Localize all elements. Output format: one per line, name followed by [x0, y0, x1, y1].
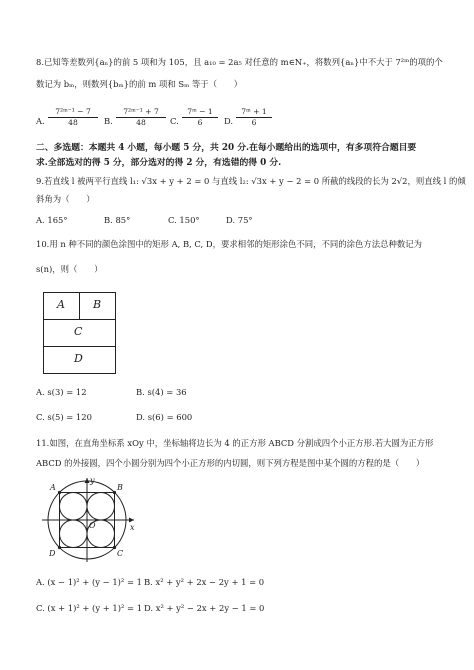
q8-option-a-numerator: 7²ᵐ⁻¹ − 7	[48, 107, 98, 118]
q9-option-b: B. 85°	[104, 215, 131, 225]
section2-heading-line1: 二、多选题：本题共 4 小题，每小题 5 分，共 20 分.在每小题给出的选项中，有多项符合题目要	[36, 143, 417, 153]
q11-small-circle-ii	[60, 493, 88, 521]
q10-rect-b-label: B	[93, 298, 102, 311]
q11-circle-figure	[30, 474, 145, 564]
q11-y-axis-label: y	[90, 476, 95, 485]
q11-option-d: D. x² + y² − 2x + 2y − 1 = 0	[144, 603, 265, 613]
q9-stem-line2: 斜角为（ ）	[36, 194, 95, 204]
q10-rect-c-label: C	[74, 325, 83, 338]
q8-option-a-fraction	[48, 107, 98, 128]
q10-rect-d-label: D	[74, 352, 83, 365]
q11-small-circle-i	[87, 493, 115, 521]
q8-option-a-denominator: 48	[68, 118, 78, 127]
q10-rect-a-label: A	[57, 298, 65, 311]
q8-option-c-label: C.	[170, 116, 179, 126]
q9-option-c: C. 150°	[168, 215, 200, 225]
q10-option-d: D. s(6) = 600	[136, 412, 193, 422]
q11-vertex-a-label: A	[50, 483, 56, 492]
q8-option-d-denominator: 6	[251, 118, 257, 127]
q8-option-b-numerator: 7²ᵐ⁻¹ + 7	[116, 107, 166, 118]
q8-option-d-fraction	[236, 107, 272, 128]
q11-vertex-b-label: B	[117, 483, 123, 492]
q8-option-b-label: B.	[104, 116, 113, 126]
q11-y-axis-arrow	[85, 478, 90, 483]
q11-x-axis-arrow	[129, 518, 134, 523]
q8-option-c-fraction	[182, 107, 218, 128]
q10-stem-line2: s(n)，则（ ）	[36, 264, 103, 274]
q11-stem-line1: 11.如图，在直角坐标系 xOy 中，坐标轴将边长为 4 的正方形 ABCD 分割成四个小正方形.若大圆为正方形	[36, 438, 434, 448]
q8-option-b-denominator: 48	[136, 118, 146, 127]
q11-small-circle-iii	[60, 520, 88, 548]
q9-option-d: D. 75°	[226, 215, 253, 225]
q11-vertex-d-label: D	[49, 549, 56, 558]
q9-stem-line1: 9.若直线 l 被两平行直线 l₁: √3x + y + 2 = 0 与直线 l₂: √3x + y − 2 = 0 所截的线段的长为 2√2，则直线 l 的倾	[36, 176, 466, 186]
q10-option-b: B. s(4) = 36	[136, 387, 187, 397]
section2-heading-line2: 求.全部选对的得 5 分，部分选对的得 2 分，有选错的得 0 分.	[36, 158, 282, 168]
q11-option-a: A. (x − 1)² + (y − 1)² = 1	[36, 577, 142, 587]
q8-stem-line1: 8.已知等差数列{aₙ}的前 5 项和为 105，且 a₁₀ = 2a₅ 对任意的 m∈N₊，将数列{aₙ}中不大于 7²ᵐ的项的个	[36, 57, 443, 67]
q8-option-c-numerator: 7ᵐ − 1	[182, 107, 218, 118]
q11-stem-line2: ABCD 的外接圆，四个小圆分别为四个小正方形的内切圆，则下列方程是图中某个圆的方程的是（ ）	[36, 458, 425, 468]
q11-vertex-c-label: C	[117, 549, 124, 558]
q10-stem-line1: 10.用 n 种不同的颜色涂图中的矩形 A, B, C, D，要求相邻的矩形涂色不同，不同的涂色方法总种数记为	[36, 239, 422, 249]
q8-option-d-label: D.	[224, 116, 234, 126]
q11-x-axis-label: x	[130, 523, 135, 532]
q8-stem-line2: 数记为 bₘ，则数列{bₘ}的前 m 项和 Sₘ 等于（ ）	[36, 79, 243, 89]
q11-option-c: C. (x + 1)² + (y + 1)² = 1	[36, 603, 143, 613]
q8-option-c-denominator: 6	[197, 118, 203, 127]
q10-option-c: C. s(5) = 120	[36, 412, 92, 422]
q8-option-d-numerator: 7ᵐ + 1	[236, 107, 272, 118]
q9-option-a: A. 165°	[36, 215, 68, 225]
q8-option-a-label: A.	[36, 116, 45, 126]
q8-option-b-fraction	[116, 107, 166, 128]
q11-origin-label: O	[89, 521, 96, 530]
q11-option-b: B. x² + y² + 2x − 2y + 1 = 0	[144, 577, 265, 587]
q10-option-a: A. s(3) = 12	[36, 387, 87, 397]
